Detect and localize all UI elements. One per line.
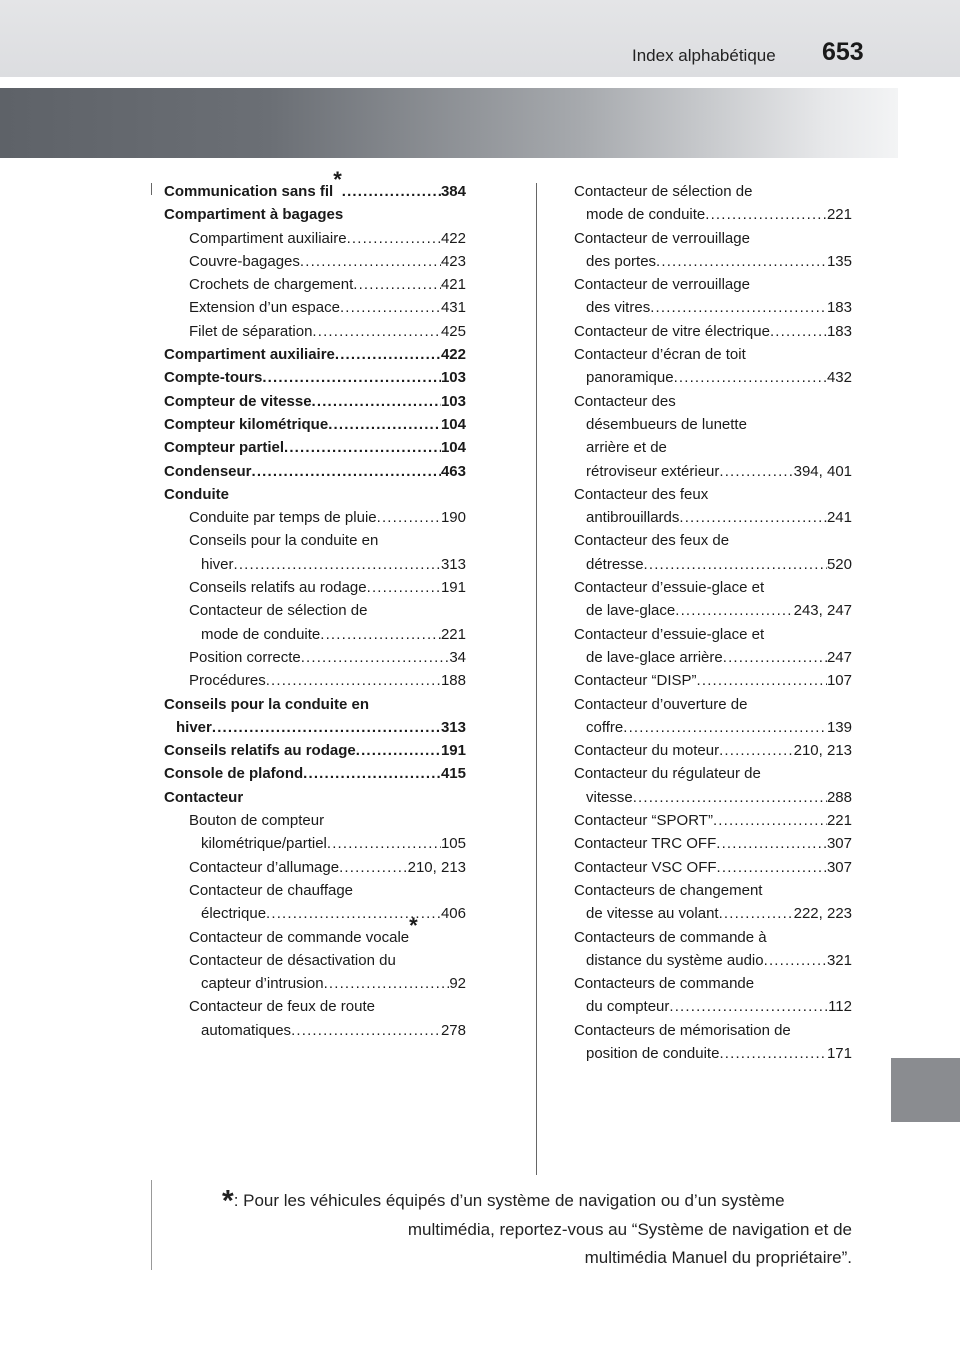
dot-leader bbox=[719, 739, 794, 762]
dot-leader bbox=[212, 716, 441, 739]
dot-leader bbox=[339, 856, 408, 879]
index-entry-label: hiver bbox=[176, 718, 212, 736]
index-entry bbox=[164, 529, 466, 552]
index-entry bbox=[574, 553, 852, 576]
index-entry-label: Contacteur d’essuie-glace et bbox=[574, 579, 765, 597]
index-entry bbox=[574, 972, 852, 995]
index-entry-label: de vitesse au volant bbox=[586, 905, 719, 923]
index-entry-label: Contacteur “DISP” bbox=[574, 672, 697, 690]
index-entry bbox=[574, 576, 852, 599]
index-entry-label: Contacteur du régulateur de bbox=[574, 765, 761, 783]
index-entry bbox=[574, 856, 852, 879]
index-entry-label: des portes bbox=[586, 252, 657, 270]
index-entry-page: 221 bbox=[826, 812, 852, 830]
index-entry-page: 307 bbox=[826, 858, 852, 876]
dot-leader bbox=[705, 203, 827, 226]
dot-leader bbox=[327, 832, 441, 855]
index-entry bbox=[574, 273, 852, 296]
dot-leader bbox=[633, 786, 827, 809]
index-entry-label: Procédures bbox=[189, 672, 266, 690]
dot-leader bbox=[234, 553, 441, 576]
index-entry bbox=[164, 856, 466, 879]
index-entry-label: Compte-tours bbox=[164, 369, 263, 387]
dot-leader bbox=[342, 180, 441, 203]
index-entry bbox=[164, 366, 466, 389]
index-entry-page: 105 bbox=[440, 835, 466, 853]
index-entry bbox=[574, 366, 852, 389]
index-entry bbox=[574, 762, 852, 785]
index-entry bbox=[574, 786, 852, 809]
index-entry-label: Contacteurs de mémorisation de bbox=[574, 1021, 791, 1039]
index-entry-label: Conduite par temps de pluie bbox=[189, 509, 377, 527]
index-entry bbox=[574, 460, 852, 483]
index-entry bbox=[164, 320, 466, 343]
index-entry-page: 191 bbox=[440, 579, 466, 597]
dot-leader bbox=[262, 366, 441, 389]
index-entry-page: 415 bbox=[440, 765, 466, 783]
column-divider bbox=[536, 183, 537, 1175]
index-entry-label: Contacteur des bbox=[574, 392, 676, 410]
index-entry-page: 92 bbox=[449, 975, 466, 993]
dot-leader bbox=[644, 553, 827, 576]
asterisk-symbol: * bbox=[222, 1184, 234, 1218]
index-entry-label: Contacteur des feux de bbox=[574, 532, 730, 550]
index-entry bbox=[574, 902, 852, 925]
index-entry bbox=[574, 623, 852, 646]
index-entry-label: du compteur bbox=[586, 998, 670, 1016]
dot-leader bbox=[266, 669, 441, 692]
index-entry bbox=[164, 623, 466, 646]
index-entry-page: 431 bbox=[440, 299, 466, 317]
index-entry-label: Position correcte bbox=[189, 648, 301, 666]
index-entry-label: Contacteurs de commande à bbox=[574, 928, 767, 946]
index-entry-page: 183 bbox=[826, 299, 852, 317]
index-entry bbox=[164, 599, 466, 622]
index-entry-label: Compteur partiel bbox=[164, 439, 285, 457]
index-entry-page: 321 bbox=[826, 951, 852, 969]
index-entry-label: Contacteur d’écran de toit bbox=[574, 346, 746, 364]
index-entry-label: Contacteur de désactivation du bbox=[189, 951, 396, 969]
index-entry bbox=[164, 250, 466, 273]
index-entry-label: Communication sans fil bbox=[164, 183, 334, 200]
footnote-margin-line bbox=[151, 1180, 152, 1270]
index-entry bbox=[164, 786, 466, 809]
index-entry-label: Contacteur de sélection de bbox=[189, 602, 368, 620]
dot-leader bbox=[674, 366, 827, 389]
index-entry bbox=[164, 693, 466, 716]
index-entry-page: 104 bbox=[440, 439, 466, 457]
index-entry bbox=[164, 995, 466, 1018]
index-entry-label: arrière et de bbox=[586, 439, 667, 457]
dot-leader bbox=[320, 623, 441, 646]
index-entry bbox=[164, 203, 466, 226]
dot-leader bbox=[723, 646, 827, 669]
dot-leader bbox=[347, 227, 441, 250]
index-entry-label: électrique bbox=[201, 905, 267, 923]
index-entry bbox=[574, 949, 852, 972]
index-entry-label: Contacteur de feux de route bbox=[189, 998, 375, 1016]
index-entry bbox=[574, 879, 852, 902]
index-entry bbox=[164, 167, 466, 203]
dot-leader bbox=[697, 669, 827, 692]
index-entry-label: kilométrique/partiel bbox=[201, 835, 327, 853]
index-entry-page: 222, 223 bbox=[793, 905, 852, 923]
index-entry-page: 313 bbox=[440, 555, 466, 573]
asterisk-icon: * bbox=[333, 167, 342, 192]
index-entry-page: 34 bbox=[449, 648, 466, 666]
index-entry bbox=[574, 390, 852, 413]
dot-leader bbox=[301, 646, 450, 669]
index-entry-label: Contacteur d’allumage bbox=[189, 858, 340, 876]
index-entry bbox=[164, 762, 466, 785]
index-entry-label: désembueurs de lunette bbox=[586, 415, 747, 433]
index-entry bbox=[164, 716, 466, 739]
index-entry bbox=[574, 320, 852, 343]
index-entry-label: Condenseur bbox=[164, 462, 252, 480]
dot-leader bbox=[356, 739, 441, 762]
index-entry bbox=[164, 390, 466, 413]
page-number: 653 bbox=[822, 38, 864, 66]
index-entry bbox=[164, 832, 466, 855]
dot-leader bbox=[340, 296, 441, 319]
index-entry-page: 188 bbox=[440, 672, 466, 690]
index-entry-label: antibrouillards bbox=[586, 509, 680, 527]
index-entry-page: 107 bbox=[826, 672, 852, 690]
index-entry bbox=[574, 926, 852, 949]
index-entry bbox=[164, 809, 466, 832]
index-entry-label: Compartiment auxiliaire bbox=[164, 346, 335, 364]
index-entry-label: coffre bbox=[586, 718, 624, 736]
dot-leader bbox=[312, 320, 441, 343]
index-entry-label: Contacteur de verrouillage bbox=[574, 276, 750, 294]
index-entry-page: 221 bbox=[440, 625, 466, 643]
index-entry bbox=[164, 296, 466, 319]
index-entry-label: Contacteur bbox=[164, 788, 244, 806]
index-entry-label: Contacteur VSC OFF bbox=[574, 858, 717, 876]
index-entry bbox=[574, 529, 852, 552]
index-entry-page: 278 bbox=[440, 1021, 466, 1039]
index-entry bbox=[164, 483, 466, 506]
section-title: Index alphabétique bbox=[632, 46, 776, 65]
index-entry bbox=[574, 343, 852, 366]
index-entry-label: Conseils pour la conduite en bbox=[189, 532, 379, 550]
dot-leader bbox=[367, 576, 441, 599]
index-entry-label: Contacteur des feux bbox=[574, 485, 709, 503]
dot-leader bbox=[252, 460, 441, 483]
dot-leader bbox=[656, 250, 827, 273]
index-entry-label: rétroviseur extérieur bbox=[586, 462, 720, 480]
dot-leader bbox=[719, 902, 794, 925]
index-column-left bbox=[164, 167, 466, 1042]
index-entry-label: Filet de séparation bbox=[189, 322, 313, 340]
dot-leader bbox=[764, 949, 827, 972]
index-entry-page: 139 bbox=[826, 718, 852, 736]
index-entry-page: 103 bbox=[440, 392, 466, 410]
index-entry-page: 394, 401 bbox=[793, 462, 852, 480]
index-entry-label: distance du système audio bbox=[586, 951, 764, 969]
index-entry bbox=[574, 716, 852, 739]
asterisk-icon: * bbox=[409, 912, 418, 938]
section-thumb-tab bbox=[891, 1058, 960, 1122]
index-column-right bbox=[574, 180, 852, 1065]
index-entry-label: Bouton de compteur bbox=[189, 812, 325, 830]
dot-leader bbox=[650, 296, 827, 319]
index-entry-label: Console de plafond bbox=[164, 765, 304, 783]
index-entry-page: 210, 213 bbox=[407, 858, 466, 876]
index-entry-label: Conseils pour la conduite en bbox=[164, 695, 370, 713]
index-entry bbox=[164, 553, 466, 576]
index-entry bbox=[164, 739, 466, 762]
index-entry-page: 463 bbox=[440, 462, 466, 480]
index-entry bbox=[164, 576, 466, 599]
index-entry-label: des vitres bbox=[586, 299, 651, 317]
index-entry-label: de lave-glace bbox=[586, 602, 676, 620]
index-entry bbox=[164, 879, 466, 902]
dot-leader bbox=[284, 436, 441, 459]
decorative-gradient-band bbox=[0, 88, 898, 158]
index-entry-page: 423 bbox=[440, 252, 466, 270]
dot-leader bbox=[324, 972, 450, 995]
index-entry bbox=[574, 832, 852, 855]
index-entry-page: 247 bbox=[826, 648, 852, 666]
index-entry-label: hiver bbox=[201, 555, 234, 573]
index-entry-label: Contacteur de sélection de bbox=[574, 183, 753, 200]
index-entry-label: Crochets de chargement bbox=[189, 276, 354, 294]
index-entry bbox=[574, 693, 852, 716]
left-margin-line bbox=[151, 183, 152, 195]
dot-leader bbox=[291, 1019, 441, 1042]
index-entry-label: capteur d’intrusion bbox=[201, 975, 324, 993]
index-entry-label: Conseils relatifs au rodage bbox=[189, 579, 367, 597]
index-entry-label: Contacteurs de commande bbox=[574, 975, 755, 993]
index-entry bbox=[574, 203, 852, 226]
index-entry-label: mode de conduite bbox=[201, 625, 321, 643]
index-entry-page: 103 bbox=[440, 369, 466, 387]
dot-leader bbox=[716, 832, 827, 855]
index-entry bbox=[574, 296, 852, 319]
index-entry bbox=[574, 599, 852, 622]
index-entry-page: 422 bbox=[440, 346, 466, 364]
index-entry bbox=[164, 460, 466, 483]
index-entry bbox=[164, 506, 466, 529]
index-entry-page: 210, 213 bbox=[793, 742, 852, 760]
index-entry bbox=[164, 273, 466, 296]
index-entry bbox=[164, 1019, 466, 1042]
footnote-line-1 bbox=[222, 1184, 852, 1218]
page-header-band bbox=[0, 0, 960, 77]
dot-leader bbox=[669, 995, 828, 1018]
index-entry-page: 241 bbox=[826, 509, 852, 527]
index-entry bbox=[574, 227, 852, 250]
index-entry bbox=[574, 506, 852, 529]
index-entry-label: Compartiment à bagages bbox=[164, 206, 344, 224]
index-entry bbox=[574, 250, 852, 273]
index-entry bbox=[574, 995, 852, 1018]
index-entry-label: panoramique bbox=[586, 369, 674, 387]
index-entry-label: Contacteur d’essuie-glace et bbox=[574, 625, 765, 643]
index-entry-page: 307 bbox=[826, 835, 852, 853]
index-entry-label: Contacteur de chauffage bbox=[189, 881, 354, 899]
index-entry-page: 421 bbox=[440, 276, 466, 294]
index-entry-page: 288 bbox=[826, 788, 852, 806]
footnote-line-3: multimédia Manuel du propriétaire”. bbox=[584, 1247, 852, 1267]
index-entry-label: Conduite bbox=[164, 485, 229, 503]
index-entry-page: 191 bbox=[440, 742, 466, 760]
index-entry-page: 171 bbox=[826, 1044, 852, 1062]
dot-leader bbox=[770, 320, 827, 343]
index-entry-page: 313 bbox=[440, 718, 466, 736]
dot-leader bbox=[303, 762, 441, 785]
index-entry bbox=[164, 413, 466, 436]
index-entry bbox=[574, 180, 852, 203]
dot-leader bbox=[719, 460, 793, 483]
index-entry-label: Extension d’un espace bbox=[189, 299, 340, 317]
index-entry-label: vitesse bbox=[586, 788, 633, 806]
index-entry-label: position de conduite bbox=[586, 1044, 720, 1062]
index-entry bbox=[574, 413, 852, 436]
dot-leader bbox=[353, 273, 441, 296]
index-entry bbox=[164, 343, 466, 366]
index-entry bbox=[574, 483, 852, 506]
dot-leader bbox=[713, 809, 827, 832]
index-entry bbox=[164, 646, 466, 669]
index-entry-label: détresse bbox=[586, 555, 644, 573]
index-entry-page: 112 bbox=[828, 998, 852, 1016]
dot-leader bbox=[300, 250, 441, 273]
footnote-text-1: : Pour les véhicules équipés d’un système de navigation ou d’un système bbox=[233, 1191, 785, 1210]
index-entry-label: Contacteur “SPORT” bbox=[574, 812, 713, 830]
footnote bbox=[222, 1184, 852, 1272]
index-entry bbox=[164, 902, 466, 925]
index-entry bbox=[574, 1042, 852, 1065]
dot-leader bbox=[717, 856, 827, 879]
index-entry bbox=[574, 669, 852, 692]
index-entry bbox=[164, 436, 466, 459]
index-entry-label: Conseils relatifs au rodage bbox=[164, 742, 356, 760]
dot-leader bbox=[328, 413, 441, 436]
index-entry bbox=[164, 669, 466, 692]
index-entry bbox=[574, 436, 852, 459]
index-entry-label: Compteur de vitesse bbox=[164, 392, 312, 410]
index-entry-label: Contacteur de vitre électrique bbox=[574, 322, 770, 340]
index-entry-label: automatiques bbox=[201, 1021, 292, 1039]
index-entry-page: 183 bbox=[826, 322, 852, 340]
index-entry-label: Contacteur d’ouverture de bbox=[574, 695, 748, 713]
footnote-line-2: multimédia, reportez-vous au “Système de navigation et de bbox=[407, 1219, 852, 1239]
index-entry-page: 432 bbox=[826, 369, 852, 387]
index-entry-label: Contacteur du moteur bbox=[574, 742, 720, 760]
index-entry-label: de lave-glace arrière bbox=[586, 648, 723, 666]
index-entry-label: Compteur kilométrique bbox=[164, 415, 329, 433]
index-entry bbox=[164, 227, 466, 250]
index-entry-label: Couvre-bagages bbox=[189, 252, 300, 270]
index-entry bbox=[164, 972, 466, 995]
dot-leader bbox=[312, 390, 441, 413]
index-entry-label: Compartiment auxiliaire bbox=[189, 229, 347, 247]
index-entry-page: 425 bbox=[440, 322, 466, 340]
index-entry bbox=[574, 646, 852, 669]
dot-leader bbox=[719, 1042, 827, 1065]
dot-leader bbox=[679, 506, 827, 529]
index-entry bbox=[574, 809, 852, 832]
index-entry-label: Contacteur TRC OFF bbox=[574, 835, 717, 853]
index-entry-page: 135 bbox=[826, 252, 852, 270]
index-entry-label: mode de conduite bbox=[586, 206, 706, 224]
index-entry-page: 520 bbox=[826, 555, 852, 573]
index-entry bbox=[574, 1019, 852, 1042]
dot-leader bbox=[623, 716, 827, 739]
index-entry bbox=[164, 949, 466, 972]
index-entry-page: 190 bbox=[440, 509, 466, 527]
index-entry-page: 384 bbox=[440, 183, 466, 200]
index-entry-label: Contacteur de commande vocale bbox=[189, 928, 410, 946]
index-entry-page: 104 bbox=[440, 415, 466, 433]
index-entry-page: 406 bbox=[440, 905, 466, 923]
index-entry-page: 422 bbox=[440, 229, 466, 247]
dot-leader bbox=[675, 599, 793, 622]
index-entry-label: Contacteur de verrouillage bbox=[574, 229, 750, 247]
index-entry bbox=[574, 739, 852, 762]
dot-leader bbox=[335, 343, 441, 366]
index-entry-label: Contacteurs de changement bbox=[574, 881, 763, 899]
dot-leader bbox=[377, 506, 441, 529]
index-entry-page: 221 bbox=[826, 206, 852, 224]
index-entry-page: 243, 247 bbox=[793, 602, 852, 620]
